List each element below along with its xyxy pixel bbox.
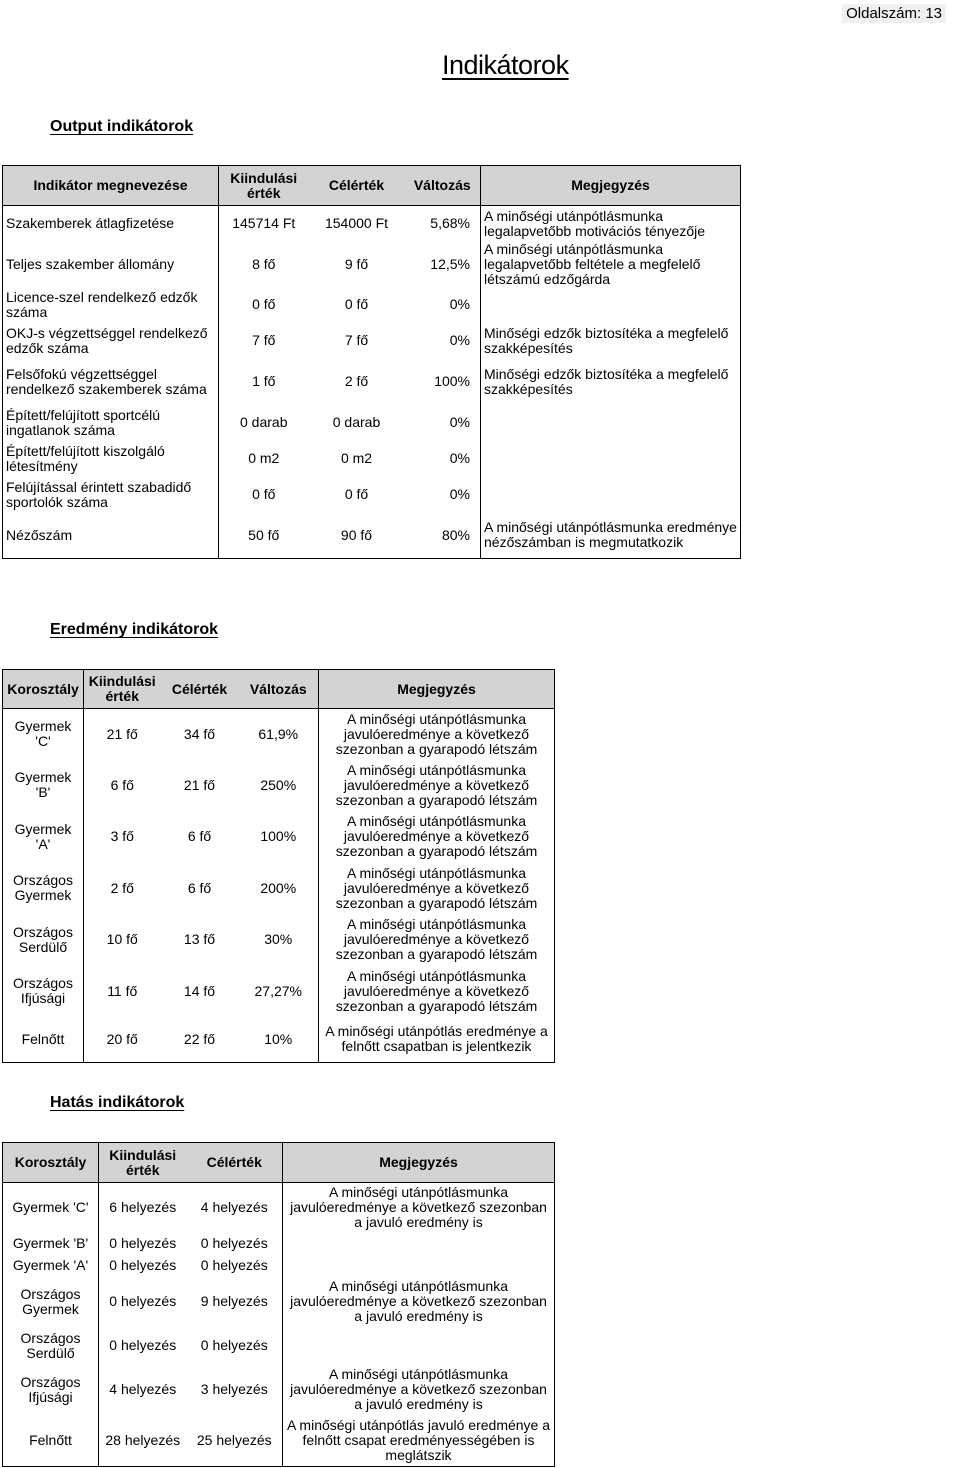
age-group: Gyermek 'C' <box>3 1183 99 1233</box>
note-text: Minőségi edzők biztosítéka a megfelelő szakképesítés <box>481 359 741 405</box>
age-group: Országos Ifjúsági <box>3 966 84 1017</box>
target-value: 9 fő <box>344 255 369 272</box>
header-age: Korosztály <box>3 670 84 709</box>
age-group: Országos Ifjúsági <box>3 1365 99 1415</box>
age-group: Gyermek 'C' <box>3 709 84 760</box>
header-start: Kiindulási érték <box>99 1143 187 1183</box>
table-row <box>3 513 741 559</box>
change-value: 30% <box>264 931 293 947</box>
target-value: 0 fő <box>344 486 369 502</box>
target-value: 7 fő <box>344 332 369 348</box>
note-text <box>283 1255 555 1277</box>
indicator-name: Épített/felújított kiszolgáló létesítmény <box>3 441 219 477</box>
table-row <box>3 760 555 811</box>
table-row <box>3 1327 555 1365</box>
start-value: 0 fő <box>252 486 276 502</box>
table-row <box>3 1365 555 1415</box>
change-value: 0% <box>449 450 470 466</box>
table-row <box>3 1183 555 1233</box>
age-group: Felnőtt <box>3 1017 84 1063</box>
change-value: 10% <box>239 1017 319 1063</box>
note-text: A minőségi utánpótlásmunka javulóeredménye a következő szezonban a gyarapodó létszám <box>319 760 555 811</box>
indicator-name: Teljes szakember állomány <box>3 242 219 287</box>
age-group: Felnőtt <box>3 1415 99 1467</box>
target-value: 0 helyezés <box>200 1257 268 1273</box>
target-value: 21 fő <box>183 776 216 793</box>
age-group: Országos Gyermek <box>3 863 84 914</box>
header-start: Kiindulási érték <box>84 670 161 709</box>
note-text: A minőségi utánpótlásmunka javulóeredménye a következő szezonban a gyarapodó létszám <box>319 914 555 966</box>
table-row <box>3 914 555 966</box>
change-value: 12,5% <box>430 255 470 272</box>
start-value: 0 m2 <box>248 450 280 466</box>
result-header-row <box>3 670 555 709</box>
start-value: 11 fő <box>107 982 138 999</box>
start-value: 0 fő <box>252 296 276 312</box>
change-value: 100% <box>260 828 297 844</box>
change-value: 61,9% <box>258 725 299 742</box>
target-value: 4 helyezés <box>200 1199 268 1216</box>
table-row <box>3 1233 555 1255</box>
impact-table <box>2 1142 555 1467</box>
note-text: A minőségi utánpótlásmunka legalapvetőbb motivációs tényezője <box>481 206 741 242</box>
table-row <box>3 1277 555 1327</box>
note-text <box>481 477 741 513</box>
result-table <box>2 669 555 1063</box>
start-value: 4 helyezés <box>109 1381 177 1397</box>
start-value: 10 fő <box>106 931 138 947</box>
target-value: 6 fő <box>187 879 212 896</box>
note-text <box>283 1327 555 1365</box>
table-row <box>3 405 741 441</box>
header-note: Megjegyzés <box>319 670 555 709</box>
table-row <box>3 287 741 323</box>
age-group: Országos Serdülő <box>3 914 84 966</box>
indicator-name: Felsőfokú végzettséggel rendelkező szakemberek száma <box>3 359 219 405</box>
indicator-name: Felújítással érintett szabadidő sportolók száma <box>3 477 219 513</box>
page-title: Indikátorok <box>442 50 569 80</box>
target-value: 9 helyezés <box>200 1293 268 1309</box>
header-note: Megjegyzés <box>481 166 741 206</box>
header-target: Célérték <box>187 1143 283 1183</box>
start-value: 7 fő <box>252 332 276 348</box>
change-value: 0% <box>449 414 470 430</box>
start-value: 6 helyezés <box>109 1199 177 1216</box>
change-value: 0% <box>449 296 470 312</box>
target-value: 2 fő <box>344 373 369 389</box>
target-value: 0 fő <box>344 296 369 312</box>
table-row <box>3 811 555 863</box>
table-row <box>3 1415 555 1467</box>
note-text: A minőségi utánpótlás eredménye a felnőtt csapatban is jelentkezik <box>319 1017 555 1063</box>
note-text: A minőségi utánpótlásmunka legalapvetőbb feltétele a megfelelő létszámú edzőgárda <box>481 242 741 287</box>
target-value: 0 m2 <box>340 450 373 466</box>
age-group: Országos Serdülő <box>3 1327 99 1365</box>
target-value: 22 fő <box>161 1017 239 1063</box>
target-value: 6 fő <box>187 828 212 844</box>
note-text <box>481 441 741 477</box>
start-value: 28 helyezés <box>99 1415 187 1467</box>
change-value: 100% <box>434 373 470 389</box>
start-value: 0 helyezés <box>109 1235 177 1251</box>
output-heading: Output indikátorok <box>50 118 194 135</box>
table-row <box>3 709 555 760</box>
change-value: 27,27% <box>254 982 302 999</box>
header-start: Kiindulási érték <box>219 166 309 206</box>
note-text <box>283 1233 555 1255</box>
start-value: 0 helyezés <box>109 1257 177 1273</box>
note-text: A minőségi utánpótlásmunka javulóeredménye a következő szezonban a gyarapodó létszám <box>319 709 555 760</box>
start-value: 0 darab <box>240 414 288 430</box>
indicator-name: Licence-szel rendelkező edzők száma <box>3 287 219 323</box>
page-number: Oldalszám: 13 <box>842 4 946 23</box>
table-row <box>3 206 741 242</box>
header-age: Korosztály <box>3 1143 99 1183</box>
start-value: 2 fő <box>110 879 134 896</box>
target-value: 90 fő <box>309 513 405 559</box>
table-row <box>3 441 741 477</box>
target-value: 13 fő <box>183 931 216 947</box>
start-value: 6 fő <box>110 776 134 793</box>
indicator-name: Nézőszám <box>3 513 219 559</box>
table-row <box>3 359 741 405</box>
header-change: Változás <box>239 670 319 709</box>
age-group: Gyermek 'A' <box>3 811 84 863</box>
header-indicator: Indikátor megnevezése <box>3 166 219 206</box>
target-value: 0 darab <box>332 414 381 430</box>
age-group: Gyermek 'B' <box>3 1233 99 1255</box>
table-row <box>3 323 741 359</box>
table-row <box>3 863 555 914</box>
note-text: A minőségi utánpótlásmunka javulóeredménye a következő szezonban a gyarapodó létszám <box>319 863 555 914</box>
impact-heading: Hatás indikátorok <box>50 1094 185 1111</box>
target-value: 25 helyezés <box>187 1415 283 1467</box>
result-heading: Eredmény indikátorok <box>50 621 219 638</box>
start-value: 8 fő <box>252 255 276 272</box>
note-text: A minőségi utánpótlásmunka javulóeredménye a következő szezonban a javuló eredmény is <box>283 1183 555 1233</box>
start-value: 3 fő <box>110 828 134 844</box>
change-value: 5,68% <box>430 215 470 232</box>
note-text: A minőségi utánpótlás javuló eredménye a felnőtt csapat eredményességében is meglátszik <box>283 1415 555 1467</box>
start-value: 1 fő <box>252 373 276 389</box>
note-text: A minőségi utánpótlásmunka javulóeredménye a következő szezonban a gyarapodó létszám <box>319 966 555 1017</box>
target-value: 0 helyezés <box>200 1337 268 1353</box>
header-note: Megjegyzés <box>283 1143 555 1183</box>
header-change: Változás <box>405 166 481 206</box>
start-value: 0 helyezés <box>109 1337 177 1353</box>
start-value: 20 fő <box>84 1017 161 1063</box>
target-value: 0 helyezés <box>200 1235 268 1251</box>
header-target: Célérték <box>309 166 405 206</box>
change-value: 0% <box>449 486 470 502</box>
impact-header-row <box>3 1143 555 1183</box>
age-group: Gyermek 'A' <box>3 1255 99 1277</box>
note-text: A minőségi utánpótlásmunka javulóeredménye a következő szezonban a javuló eredmény is <box>283 1365 555 1415</box>
output-header-row <box>3 166 741 206</box>
change-value: 80% <box>405 513 481 559</box>
start-value: 50 fő <box>219 513 309 559</box>
change-value: 200% <box>260 879 297 896</box>
note-text: A minőségi utánpótlásmunka javulóeredménye a következő szezonban a javuló eredmény is <box>283 1277 555 1327</box>
start-value: 21 fő <box>106 725 138 742</box>
note-text: A minőségi utánpótlásmunka eredménye nézőszámban is megmutatkozik <box>481 513 741 559</box>
age-group: Gyermek 'B' <box>3 760 84 811</box>
change-value: 250% <box>260 776 297 793</box>
target-value: 3 helyezés <box>200 1381 268 1397</box>
note-text: Minőségi edzők biztosítéka a megfelelő szakképesítés <box>481 323 741 359</box>
age-group: Országos Gyermek <box>3 1277 99 1327</box>
target-value: 34 fő <box>183 725 216 742</box>
table-row <box>3 1017 555 1063</box>
start-value: 145714 Ft <box>232 215 296 232</box>
header-target: Célérték <box>161 670 239 709</box>
target-value: 14 fő <box>183 982 216 999</box>
change-value: 0% <box>449 332 470 348</box>
note-text <box>481 405 741 441</box>
note-text <box>481 287 741 323</box>
indicator-name: Szakemberek átlagfizetése <box>3 206 219 242</box>
output-table <box>2 165 741 559</box>
indicator-name: OKJ-s végzettséggel rendelkező edzők száma <box>3 323 219 359</box>
table-row <box>3 966 555 1017</box>
target-value: 154000 Ft <box>324 215 389 232</box>
table-row <box>3 242 741 287</box>
table-row <box>3 477 741 513</box>
note-text: A minőségi utánpótlásmunka javulóeredménye a következő szezonban a gyarapodó létszám <box>319 811 555 863</box>
indicator-name: Épített/felújított sportcélú ingatlanok száma <box>3 405 219 441</box>
table-row <box>3 1255 555 1277</box>
start-value: 0 helyezés <box>109 1293 177 1309</box>
